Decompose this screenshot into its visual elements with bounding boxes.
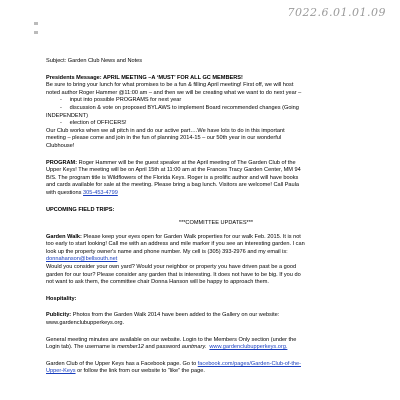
program-line: B/S. The program title is Wildflowers of the Florida Keys. Roger is a prolific author and will have books [46, 174, 299, 181]
agenda-bullet: - input into possible PROGRAMS for next year [60, 97, 182, 104]
presidents-line: Be sure to bring your lunch for what promises to be a fun & filling April meeting! First off, we will host [46, 82, 294, 89]
garden-walk-line: Would you consider your own yard? Would your neighbor or property you have driven past be a good [46, 264, 297, 271]
publicity-section: Publicity: Photos from the Garden Walk 2014 have been added to the Gallery on our website: [46, 312, 280, 319]
committee-updates-heading: ***COMMITTEE UPDATES*** [178, 220, 254, 227]
website-link[interactable]: www.gardenclubupperkeys.org. [209, 344, 288, 351]
presidents-line: noted author Roger Hammer @11:00 am – and then we will be creating what we want to do next year – [46, 89, 302, 96]
program-line: and cards available for sale at the meeting. Please bring a bag lunch. Visitors are welcome! Call Paula [46, 182, 299, 189]
garden-walk-heading: Garden Walk: [46, 233, 82, 240]
agenda-bullet: - discussion & vote on proposed BYLAWS to implement Board recommended changes (Going [60, 104, 299, 111]
username: member12 [117, 344, 144, 351]
program-heading: PROGRAM: [46, 159, 78, 166]
garden-walk-section: Garden Walk: Please keep your eyes open for Garden Walk properties for our walk Feb. 2015. It is not [46, 233, 301, 240]
publicity-url: www.gardenclubupperkeys.org. [46, 320, 125, 327]
email-link[interactable]: donnahanson@bellsouth.net [46, 256, 118, 263]
presidents-label: Presidents Message: [46, 74, 102, 81]
presidents-heading-text: APRIL MEETING –A ‘MUST’ FOR ALL GC MEMBERS! [101, 74, 243, 81]
program-line: with questions 305-453-4799 [46, 189, 118, 196]
margin-mark [34, 31, 38, 34]
newsletter-body [46, 58, 386, 376]
minutes-line: Login tab). The username is member12 and password auntmary. www.gardenclubupperkeys.org. [46, 344, 288, 351]
field-trips-heading: UPCOMING FIELD TRIPS: [46, 206, 115, 213]
subject-line: Subject: Garden Club News and Notes [46, 58, 143, 64]
program-section: PROGRAM: Roger Hammer will be the guest speaker at the April meeting of The Garden Club of the [46, 159, 296, 166]
hospitality-heading: Hospitality: [46, 295, 77, 302]
garden-walk-line: not want to ask them, the committee chair Donna Hanson will be happy to approach them. [46, 279, 269, 286]
agenda-bullet-cont: INDEPENDENT) [46, 112, 88, 119]
presidents-close: Clubhouse! [46, 142, 75, 149]
presidents-close: Our Club works when we all pitch in and do our active part….We have lots to do in this important [46, 127, 285, 134]
program-line: Upper Keys! The meeting will be on April 15th at 11:00 am at the Frances Tracy Garden Center, MM 94 [46, 167, 301, 174]
presidents-message-heading [46, 75, 386, 83]
facebook-link-cont[interactable]: Upper-Keys [46, 368, 76, 375]
minutes-line: General meeting minutes are available on our website. Login to the Members Only section (under the [46, 336, 297, 343]
agenda-bullet: - election of OFFICERS! [60, 120, 127, 127]
facebook-link[interactable]: facebook.com/pages/Garden-Club-of-the- [197, 360, 301, 367]
garden-walk-line: look up the property owner's name and phone number. My cell is (305) 393-2976 and my email is: [46, 248, 288, 255]
margin-marks [34, 22, 38, 40]
phone-link[interactable]: 305-453-4799 [83, 189, 118, 196]
garden-walk-line [46, 256, 386, 264]
garden-walk-line: garden for our tour? Please consider any garden that is interesting. It does not have to be big. If you do [46, 271, 301, 278]
facebook-line: Upper-Keys or follow the link from our website to “like” the page. [46, 368, 205, 375]
facebook-line: Garden Club of the Upper Keys has a Facebook page. Go to facebook.com/pages/Garden-Club-of-the- [46, 360, 301, 367]
publicity-heading: Publicity: [46, 312, 72, 319]
margin-mark [34, 22, 38, 25]
presidents-close: meeting – please come and join in the fun of planning 2014-15 – our 50th year in our wonderful [46, 135, 282, 142]
password: auntmary. [181, 344, 207, 351]
garden-walk-line: too early to start looking! Call me with an address and mile marker if you see an interesting garden. I can [46, 241, 305, 248]
archive-stamp: 7022.6.01.01.09 [287, 6, 386, 19]
